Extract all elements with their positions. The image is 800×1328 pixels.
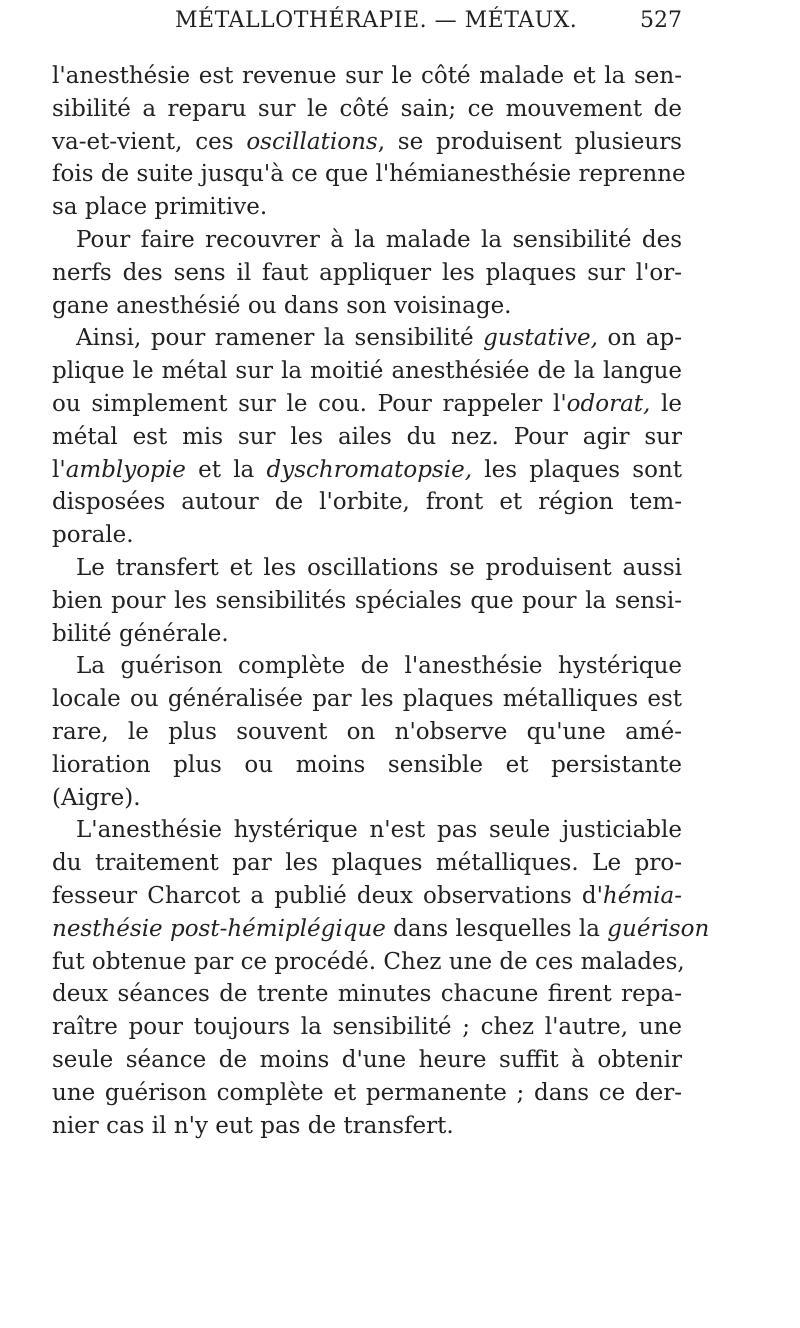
text-line: bien pour les sensibilités spéciales que pour la sensi-	[52, 587, 682, 614]
text-line: (Aigre).	[52, 784, 141, 811]
text-line: gane anesthésié ou dans son voisinage.	[52, 292, 512, 319]
text-line: Pour faire recouvrer à la malade la sensibilité des	[76, 226, 682, 253]
text-line: seule séance de moins d'une heure suffit à obtenir	[52, 1046, 682, 1073]
text-line: L'anesthésie hystérique n'est pas seule justiciable	[76, 817, 682, 844]
text-line: nerfs des sens il faut appliquer les plaques sur l'or-	[52, 259, 682, 286]
text-line: ou simplement sur le cou. Pour rappeler l'odorat, le	[52, 390, 682, 417]
text-line: locale ou généralisée par les plaques métalliques est	[52, 686, 682, 713]
text-line: raître pour toujours la sensibilité ; chez l'autre, une	[52, 1014, 682, 1041]
page-number: 527	[640, 8, 682, 33]
text-line: La guérison complète de l'anesthésie hystérique	[76, 653, 682, 680]
text-line: porale.	[52, 522, 134, 549]
text-line: rare, le plus souvent on n'observe qu'une amé-	[52, 718, 682, 745]
body-text	[52, 60, 710, 1142]
text-line: nesthésie post-hémiplégique dans lesquelles la guérison	[52, 915, 710, 942]
text-line: l'amblyopie et la dyschromatopsie, les plaques sont	[52, 456, 683, 483]
text-line: une guérison complète et permanente ; dans ce der-	[52, 1079, 682, 1106]
text-line: plique le métal sur la moitié anesthésiée de la langue	[52, 358, 682, 385]
running-head	[0, 2, 800, 42]
text-line: fois de suite jusqu'à ce que l'hémianesthésie reprenne	[52, 161, 686, 188]
text-line: du traitement par les plaques métalliques. Le pro-	[52, 850, 682, 877]
text-line: va-et-vient, ces oscillations, se produisent plusieurs	[52, 128, 682, 155]
text-line: métal est mis sur les ailes du nez. Pour agir sur	[52, 423, 682, 450]
text-line: lioration plus ou moins sensible et persistante	[52, 751, 682, 778]
text-line: sa place primitive.	[52, 194, 268, 221]
text-line: l'anesthésie est revenue sur le côté malade et la sen-	[52, 63, 682, 89]
text-line: Le transfert et les oscillations se produisent aussi	[76, 554, 682, 581]
running-title: MÉTALLOTHÉRAPIE. — MÉTAUX.	[175, 8, 578, 33]
text-line: Ainsi, pour ramener la sensibilité gustative, on ap-	[76, 325, 682, 352]
text-line: fesseur Charcot a publié deux observations d'hémia-	[52, 882, 682, 909]
text-line: bilité générale.	[52, 620, 229, 647]
text-line: disposées autour de l'orbite, front et région tem-	[52, 489, 682, 516]
text-line: fut obtenue par ce procédé. Chez une de ces malades,	[52, 948, 685, 975]
text-line: sibilité a reparu sur le côté sain; ce mouvement de	[52, 95, 682, 122]
text-line: nier cas il n'y eut pas de transfert.	[52, 1112, 454, 1139]
text-line: deux séances de trente minutes chacune firent repa-	[52, 981, 682, 1008]
